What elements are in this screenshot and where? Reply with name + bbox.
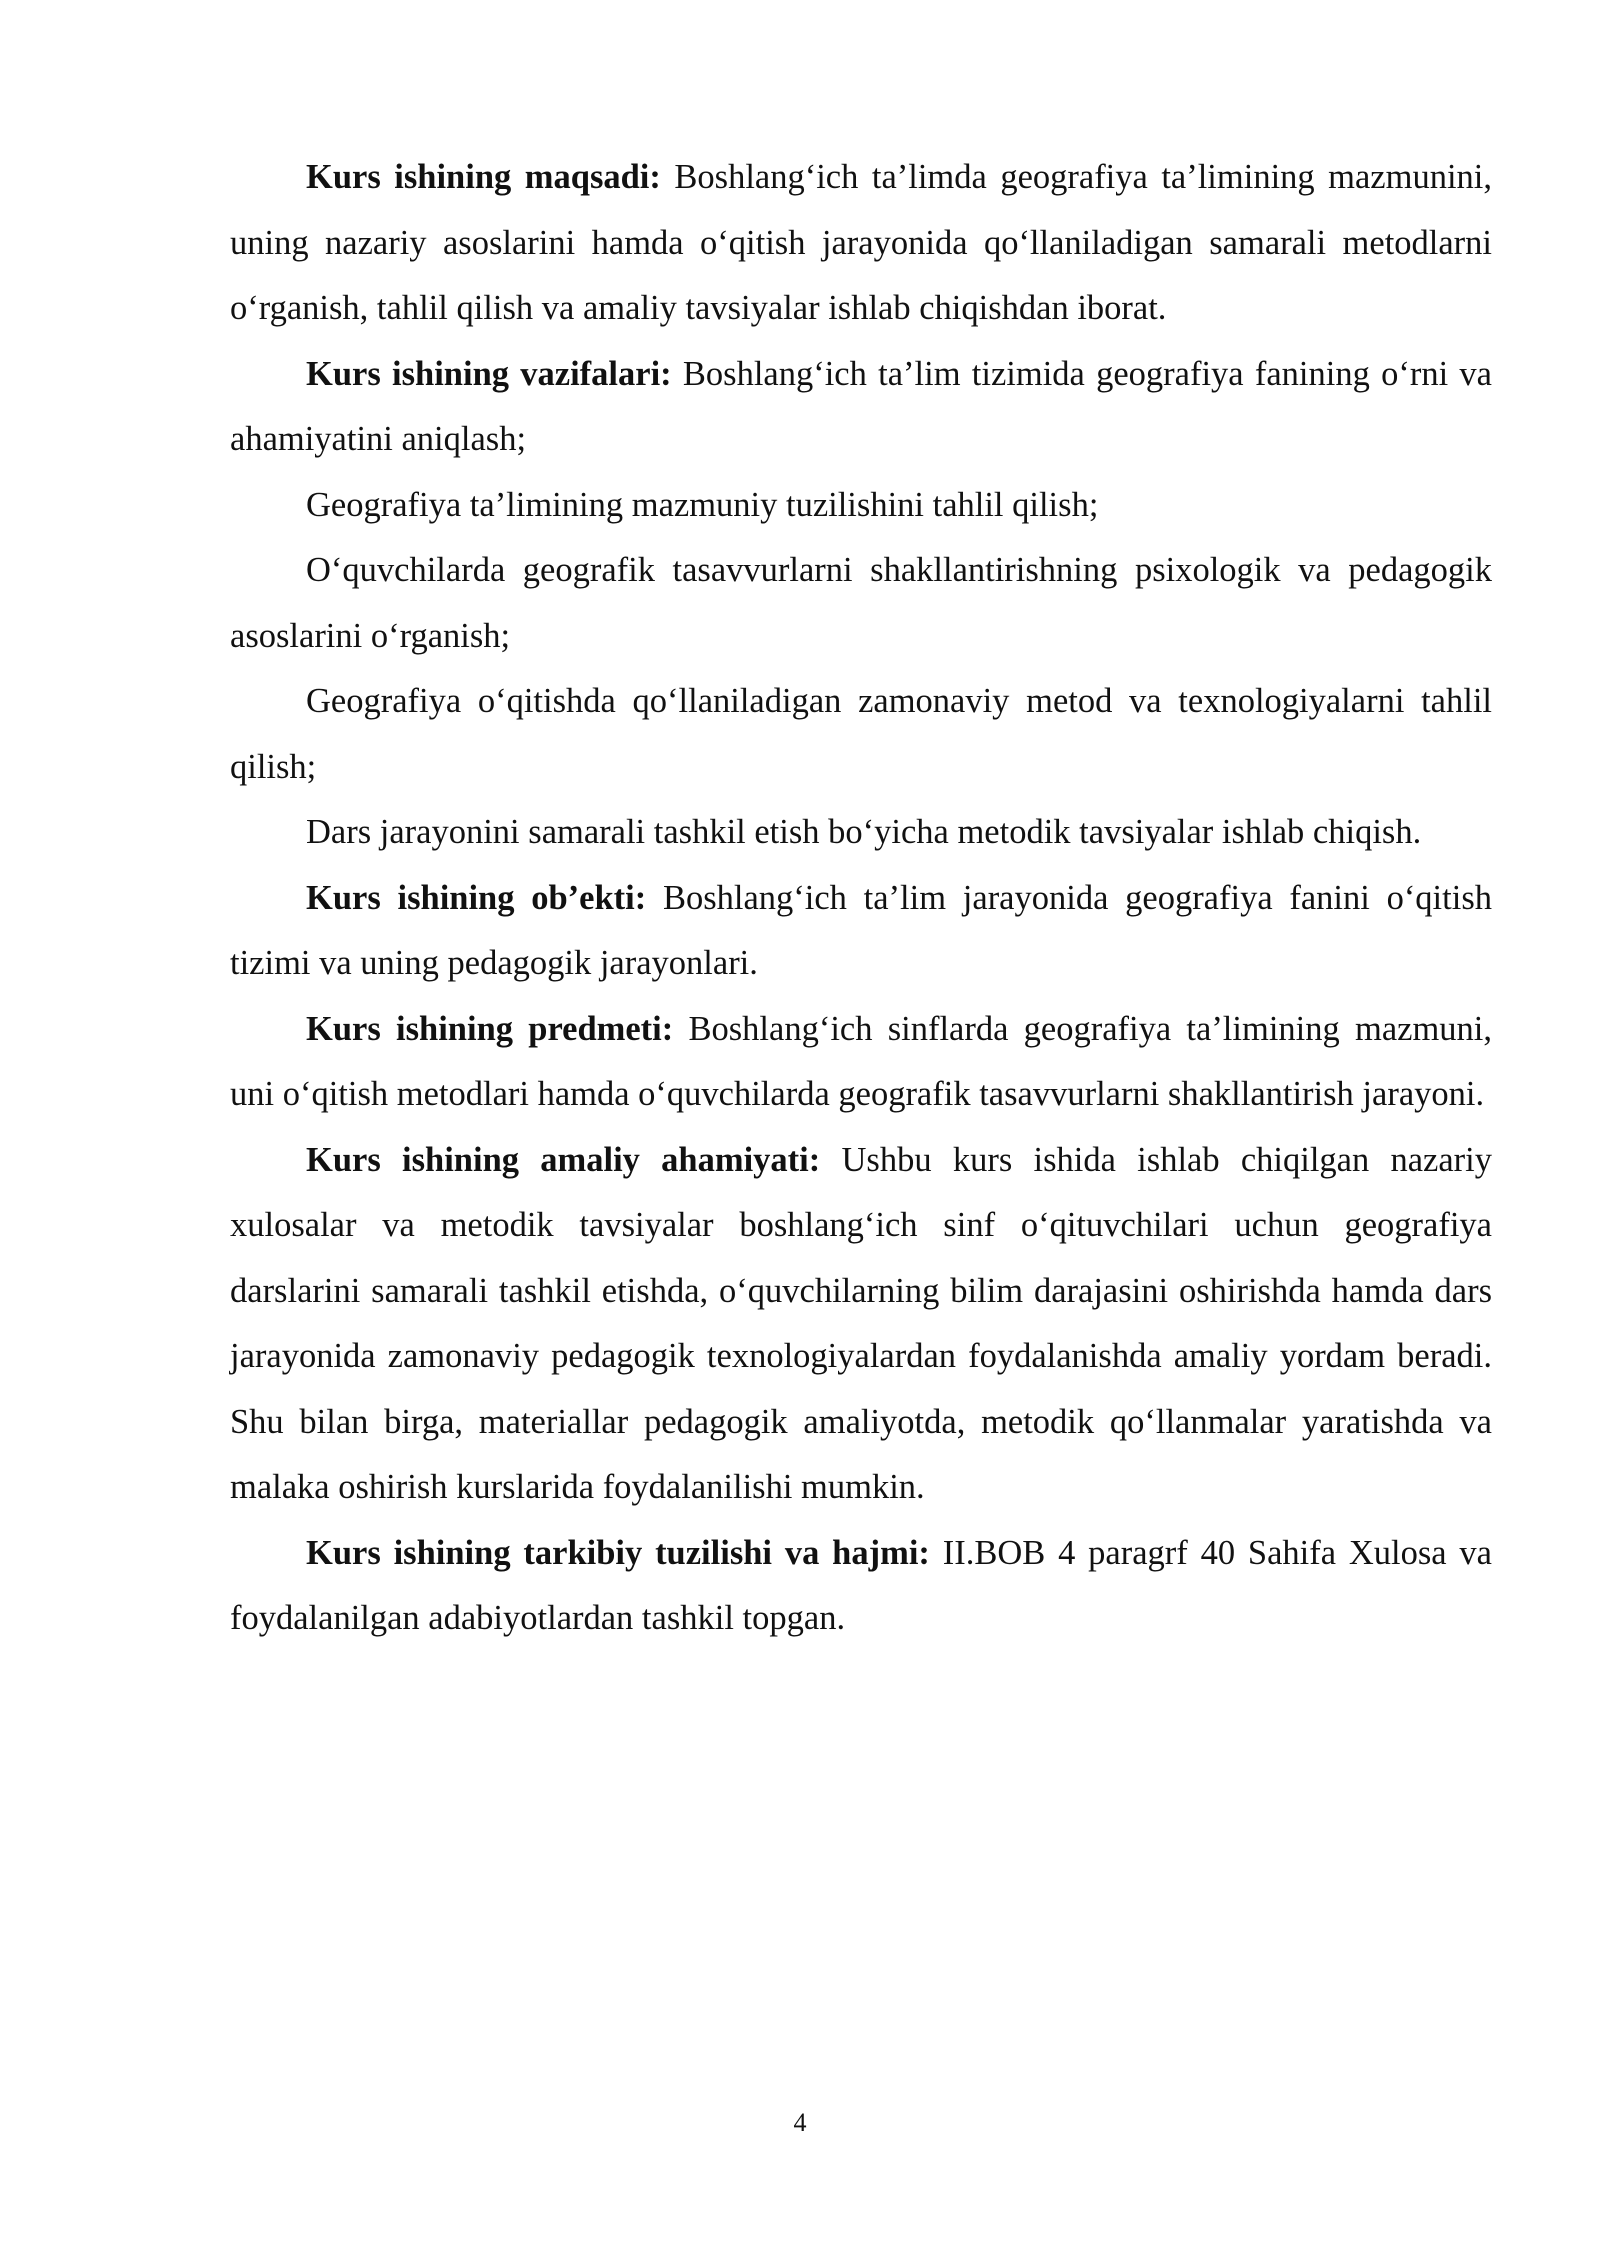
paragraph-practical-significance (230, 1128, 1492, 1521)
paragraph-text: Dars jarayonini samarali tashkil etish bo‘yicha metodik tavsiyalar ishlab chiqish. (306, 813, 1422, 851)
paragraph-task-item (230, 669, 1492, 800)
paragraph-text: Geografiya ta’limining mazmuniy tuzilishini tahlil qilish; (306, 485, 1099, 524)
paragraph-text: Boshlang‘ich ta’limda geografiya ta’limining mazmunini, uning nazariy asoslarini hamda o‘qitish jarayonida qo‘llaniladigan samarali metodlarni o‘rganish, tahlil qilish va amaliy tavsiyalar ishlab chiqishdan iborat. (230, 158, 1492, 327)
paragraph-label: Kurs ishining maqsadi: (306, 158, 661, 196)
paragraph-text: II.BOB 4 paragrf 40 Sahifa Xulosa va foydalanilgan adabiyotlardan tashkil topgan. (230, 1533, 1492, 1637)
paragraph-label: Kurs ishining predmeti: (306, 1009, 674, 1048)
paragraph-text: Boshlang‘ich sinflarda geografiya ta’limining mazmuni, uni o‘qitish metodlari hamda o‘quvchilarda geografik tasavvurlarni shakllantirish jarayoni. (230, 1009, 1492, 1113)
page-number: 4 (793, 2108, 807, 2137)
paragraph-subject (230, 997, 1492, 1128)
paragraph-task-item (230, 473, 1492, 539)
paragraph-label: Kurs ishining vazifalari: (306, 354, 672, 393)
paragraph-text: Ushbu kurs ishida ishlab chiqilgan nazariy xulosalar va metodik tavsiyalar boshlang‘ich sinf o‘qituvchilari uchun geografiya darslarini samarali tashkil etishda, o‘quvchilarning bilim darajasini oshirishda hamda dars jarayonida zamonaviy pedagogik texnologiyalardan foydalanishda amaliy yordam beradi. Shu bilan birga, materiallar pedagogik amaliyotda, metodik qo‘llanmalar yaratishda va malaka oshirish kurslarida foydalanilishi mumkin. (230, 1140, 1492, 1506)
paragraph-label: Kurs ishining ob’ekti: (306, 878, 647, 917)
paragraph-text: Boshlang‘ich ta’lim jarayonida geografiya fanini o‘qitish tizimi va uning pedagogik jarayonlari. (230, 878, 1492, 982)
paragraph-structure (230, 1521, 1492, 1652)
paragraph-text: Boshlang‘ich ta’lim tizimida geografiya fanining o‘rni va ahamiyatini aniqlash; (230, 354, 1492, 458)
paragraph-purpose (230, 145, 1492, 342)
document-body (230, 145, 1492, 1652)
paragraph-label: Kurs ishining tarkibiy tuzilishi va hajmi: (306, 1533, 930, 1572)
paragraph-text: O‘quvchilarda geografik tasavvurlarni shakllantirishning psixologik va pedagogik asoslarini o‘rganish; (230, 551, 1492, 655)
paragraph-text: Geografiya o‘qitishda qo‘llaniladigan zamonaviy metod va texnologiyalarni tahlil qilish; (230, 682, 1492, 786)
paragraph-task-item (230, 800, 1492, 866)
paragraph-object (230, 866, 1492, 997)
paragraph-label: Kurs ishining amaliy ahamiyati: (306, 1140, 821, 1179)
paragraph-task-item (230, 538, 1492, 669)
paragraph-tasks (230, 342, 1492, 473)
